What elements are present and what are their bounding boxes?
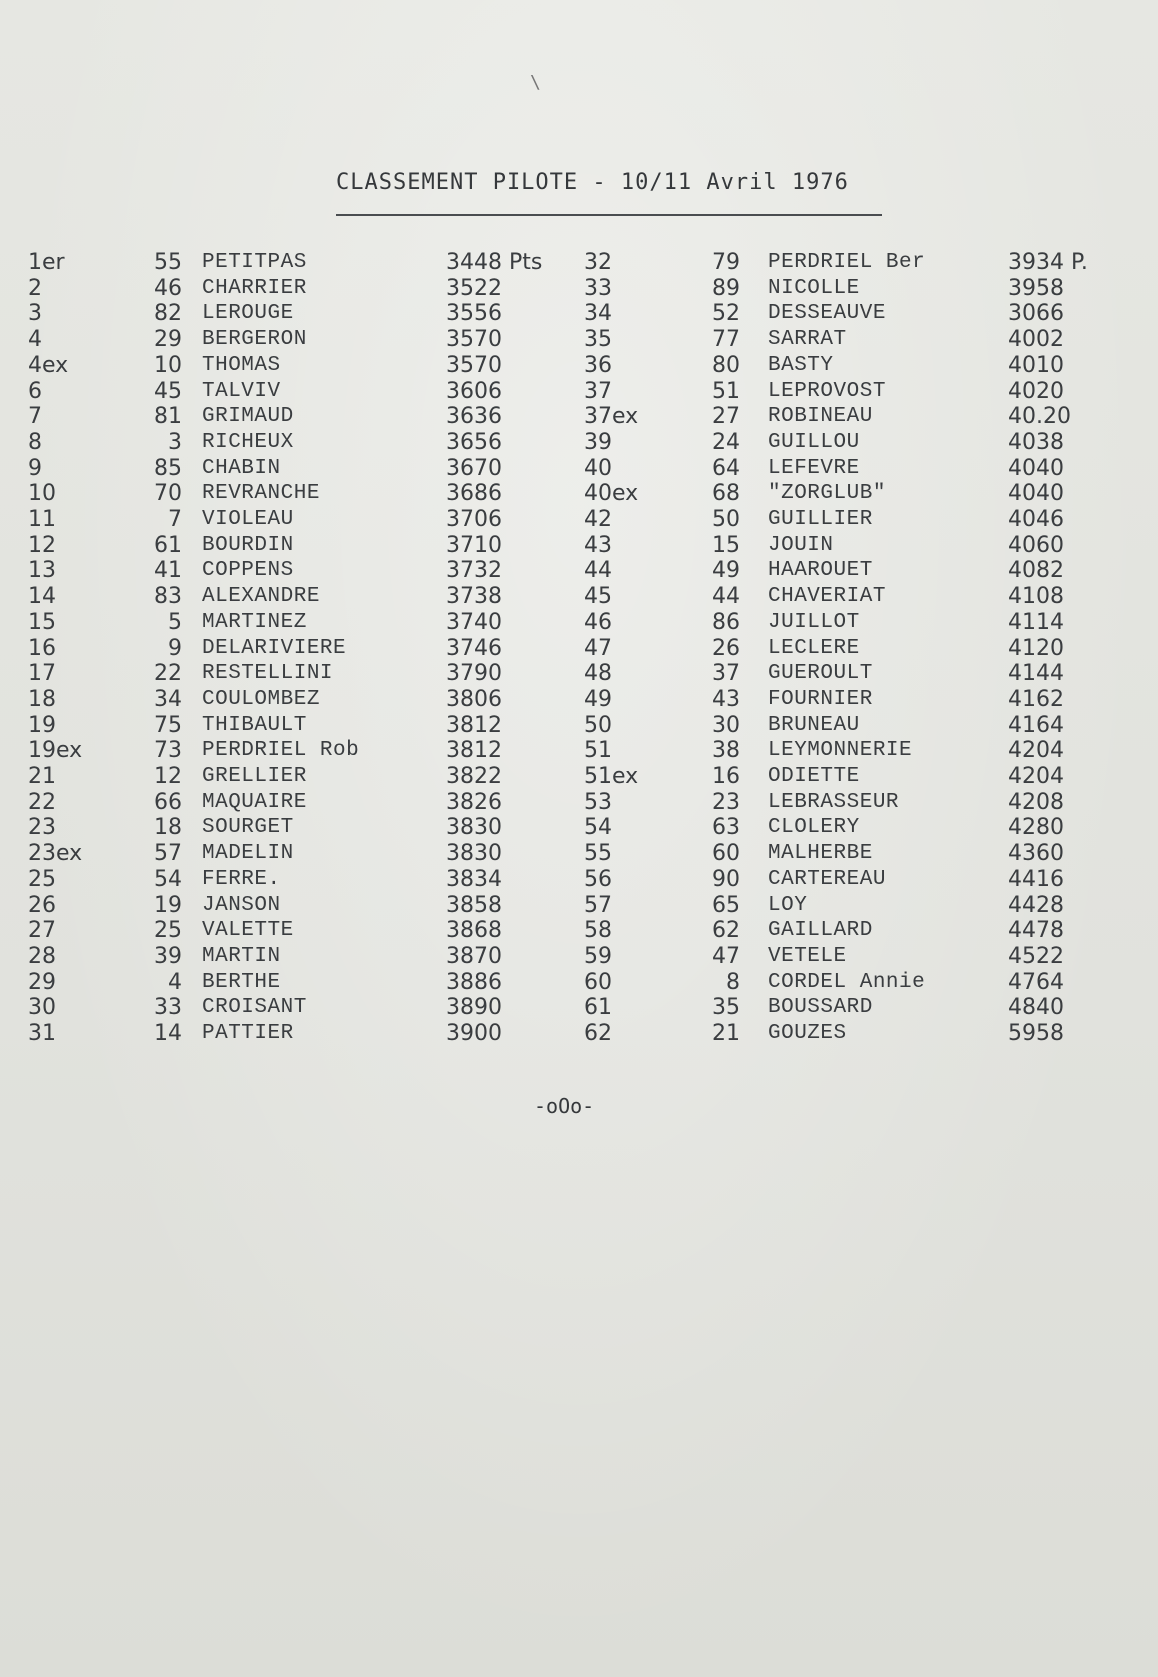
pilot-name-cell: RICHEUX: [202, 430, 294, 454]
rank-cell-right: 33: [584, 275, 612, 301]
table-row: [28, 738, 1098, 764]
points-cell-right: 4046: [1008, 507, 1064, 533]
car-number-cell-right: 27: [712, 404, 740, 430]
rank-cell-right: 51ex: [584, 764, 639, 790]
car-number-cell-right: 79: [712, 250, 740, 275]
points-cell-right: 4522: [1008, 943, 1064, 969]
rank-cell: 18: [28, 686, 56, 712]
points-cell-right: 4120: [1008, 635, 1064, 661]
table-row: [28, 995, 1098, 1021]
table-row: [28, 687, 1098, 713]
pilot-name-cell-right: GUILLOU: [768, 430, 860, 454]
rank-cell-right: 36: [584, 352, 612, 378]
rank-cell: 25: [28, 866, 56, 892]
pilot-name-cell-right: LOY: [768, 893, 808, 917]
pilot-name-cell-right: LECLERE: [768, 636, 860, 660]
car-number-cell: 82: [154, 301, 182, 327]
points-cell-right: 5958: [1008, 1021, 1064, 1047]
pilot-name-cell-right: BASTY: [768, 353, 834, 377]
points-cell-right: 4280: [1008, 815, 1064, 841]
points-cell: 3790: [446, 661, 502, 687]
points-cell-right: 4416: [1008, 866, 1064, 892]
points-cell-right: 4038: [1008, 429, 1064, 455]
rank-cell: 28: [28, 943, 56, 969]
car-number-cell-right: 15: [712, 532, 740, 558]
pilot-name-cell: MARTIN: [202, 944, 281, 968]
table-row: [28, 533, 1098, 559]
rank-cell: 26: [28, 892, 56, 918]
pilot-name-cell: TALVIV: [202, 379, 281, 403]
pilot-name-cell: REVRANCHE: [202, 482, 320, 506]
table-row: [28, 970, 1098, 996]
car-number-cell-right: 89: [712, 275, 740, 301]
pilot-name-cell-right: ROBINEAU: [768, 405, 873, 429]
rank-cell: 15: [28, 609, 56, 635]
rank-cell-right: 62: [584, 1021, 612, 1047]
table-row: [28, 558, 1098, 584]
rank-cell-right: 57: [584, 892, 612, 918]
car-number-cell: 61: [154, 532, 182, 558]
end-mark: -oOo-: [534, 1094, 595, 1118]
points-cell: 3570: [446, 352, 502, 378]
car-number-cell-right: 62: [712, 918, 740, 944]
points-cell-right: 4208: [1008, 789, 1064, 815]
rank-cell: 19: [28, 712, 56, 738]
pilot-name-cell-right: CARTEREAU: [768, 867, 886, 891]
car-number-cell-right: 90: [712, 866, 740, 892]
rank-cell-right: 56: [584, 866, 612, 892]
pilot-name-cell: GRELLIER: [202, 765, 307, 789]
car-number-cell: 73: [154, 738, 182, 764]
rank-cell-right: 32: [584, 250, 612, 275]
car-number-cell-right: 24: [712, 429, 740, 455]
pilot-name-cell-right: FOURNIER: [768, 687, 873, 711]
car-number-cell: 10: [154, 352, 182, 378]
table-row: [28, 790, 1098, 816]
table-row: [28, 456, 1098, 482]
pilot-name-cell: ALEXANDRE: [202, 585, 320, 609]
rank-cell: 3: [28, 301, 42, 327]
table-row: [28, 276, 1098, 302]
pilot-name-cell-right: GAILLARD: [768, 919, 873, 943]
table-row: [28, 867, 1098, 893]
car-number-cell-right: 26: [712, 635, 740, 661]
table-row: [28, 301, 1098, 327]
rank-cell: 13: [28, 558, 56, 584]
car-number-cell: 54: [154, 866, 182, 892]
pilot-name-cell-right: CLOLERY: [768, 816, 860, 840]
points-cell: 3556: [446, 301, 502, 327]
points-cell-right: 4040: [1008, 455, 1064, 481]
points-cell: 3870: [446, 943, 502, 969]
car-number-cell: 22: [154, 661, 182, 687]
points-cell-right: 4114: [1008, 609, 1064, 635]
pilot-name-cell-right: CHAVERIAT: [768, 585, 886, 609]
table-row: [28, 918, 1098, 944]
points-cell-right: 4010: [1008, 352, 1064, 378]
rank-cell-right: 58: [584, 918, 612, 944]
pilot-name-cell: RESTELLINI: [202, 662, 334, 686]
points-cell: 3890: [446, 995, 502, 1021]
pilot-name-cell-right: LEYMONNERIE: [768, 739, 913, 763]
points-cell-right: 3066: [1008, 301, 1064, 327]
car-number-cell: 85: [154, 455, 182, 481]
car-number-cell: 3: [168, 429, 182, 455]
pilot-name-cell: COULOMBEZ: [202, 687, 320, 711]
table-row: [28, 584, 1098, 610]
car-number-cell: 66: [154, 789, 182, 815]
car-number-cell-right: 16: [712, 764, 740, 790]
pilot-name-cell-right: LEBRASSEUR: [768, 790, 900, 814]
table-row: [28, 327, 1098, 353]
pilot-name-cell-right: SARRAT: [768, 328, 847, 352]
points-cell-right: 4764: [1008, 969, 1064, 995]
table-row: [28, 1021, 1098, 1047]
table-row: [28, 661, 1098, 687]
car-number-cell-right: 44: [712, 584, 740, 610]
points-cell: 3448 Pts: [446, 250, 543, 275]
pilot-name-cell-right: LEFEVRE: [768, 456, 860, 480]
pilot-name-cell-right: PERDRIEL Ber: [768, 251, 926, 274]
car-number-cell: 55: [154, 250, 182, 275]
rank-cell: 27: [28, 918, 56, 944]
pilot-name-cell: BERGERON: [202, 328, 307, 352]
pilot-name-cell-right: MALHERBE: [768, 842, 873, 866]
rank-cell-right: 53: [584, 789, 612, 815]
rank-cell-right: 50: [584, 712, 612, 738]
car-number-cell-right: 50: [712, 507, 740, 533]
points-cell: 3826: [446, 789, 502, 815]
rank-cell-right: 55: [584, 841, 612, 867]
rank-cell-right: 39: [584, 429, 612, 455]
ranking-table: [28, 250, 1098, 1047]
rank-cell: 21: [28, 764, 56, 790]
rank-cell-right: 59: [584, 943, 612, 969]
rank-cell: 4: [28, 327, 42, 353]
car-number-cell: 29: [154, 327, 182, 353]
points-cell-right: 4040: [1008, 481, 1064, 507]
car-number-cell: 9: [168, 635, 182, 661]
rank-cell: 23ex: [28, 841, 83, 867]
rank-cell: 7: [28, 404, 42, 430]
car-number-cell-right: 86: [712, 609, 740, 635]
pilot-name-cell: COPPENS: [202, 559, 294, 583]
points-cell-right: 4164: [1008, 712, 1064, 738]
rank-cell-right: 43: [584, 532, 612, 558]
pilot-name-cell-right: BRUNEAU: [768, 713, 860, 737]
rank-cell-right: 42: [584, 507, 612, 533]
car-number-cell-right: 35: [712, 995, 740, 1021]
car-number-cell-right: 51: [712, 378, 740, 404]
table-row: [28, 610, 1098, 636]
car-number-cell-right: 65: [712, 892, 740, 918]
points-cell: 3806: [446, 686, 502, 712]
car-number-cell-right: 23: [712, 789, 740, 815]
car-number-cell: 46: [154, 275, 182, 301]
table-row: [28, 841, 1098, 867]
pilot-name-cell: GRIMAUD: [202, 405, 294, 429]
pilot-name-cell: SOURGET: [202, 816, 294, 840]
table-row: [28, 764, 1098, 790]
table-row: [28, 430, 1098, 456]
car-number-cell: 70: [154, 481, 182, 507]
rank-cell-right: 61: [584, 995, 612, 1021]
points-cell: 3710: [446, 532, 502, 558]
car-number-cell: 75: [154, 712, 182, 738]
rank-cell: 6: [28, 378, 42, 404]
points-cell: 3570: [446, 327, 502, 353]
points-cell-right: 4162: [1008, 686, 1064, 712]
pilot-name-cell-right: GOUZES: [768, 1022, 847, 1046]
points-cell: 3812: [446, 712, 502, 738]
pilot-name-cell-right: "ZORGLUB": [768, 482, 886, 506]
table-row: [28, 944, 1098, 970]
table-row: [28, 353, 1098, 379]
rank-cell: 29: [28, 969, 56, 995]
points-cell: 3738: [446, 584, 502, 610]
car-number-cell: 5: [168, 609, 182, 635]
rank-cell: 2: [28, 275, 42, 301]
title-underline: [336, 214, 882, 216]
points-cell-right: 4060: [1008, 532, 1064, 558]
table-row: [28, 379, 1098, 405]
points-cell: 3822: [446, 764, 502, 790]
pilot-name-cell: BOURDIN: [202, 533, 294, 557]
rank-cell-right: 40: [584, 455, 612, 481]
car-number-cell-right: 64: [712, 455, 740, 481]
points-cell: 3830: [446, 841, 502, 867]
table-row: [28, 713, 1098, 739]
ranking-rows: [28, 250, 1098, 1047]
car-number-cell-right: 8: [726, 969, 740, 995]
rank-cell-right: 45: [584, 584, 612, 610]
rank-cell: 23: [28, 815, 56, 841]
points-cell: 3656: [446, 429, 502, 455]
car-number-cell: 14: [154, 1021, 182, 1047]
car-number-cell-right: 63: [712, 815, 740, 841]
car-number-cell-right: 37: [712, 661, 740, 687]
pilot-name-cell: MAQUAIRE: [202, 790, 307, 814]
rank-cell-right: 37: [584, 378, 612, 404]
pilot-name-cell: CROISANT: [202, 996, 307, 1020]
car-number-cell: 19: [154, 892, 182, 918]
pilot-name-cell-right: JUILLOT: [768, 610, 860, 634]
pilot-name-cell-right: CORDEL Annie: [768, 970, 926, 994]
points-cell: 3636: [446, 404, 502, 430]
rank-cell: 10: [28, 481, 56, 507]
pilot-name-cell: CHABIN: [202, 456, 281, 480]
car-number-cell: 34: [154, 686, 182, 712]
table-row: [28, 893, 1098, 919]
points-cell-right: 4020: [1008, 378, 1064, 404]
car-number-cell: 39: [154, 943, 182, 969]
points-cell-right: 4840: [1008, 995, 1064, 1021]
pilot-name-cell: LEROUGE: [202, 302, 294, 326]
document-title: CLASSEMENT PILOTE - 10/11 Avril 1976: [336, 170, 849, 195]
points-cell-right: 4204: [1008, 764, 1064, 790]
rank-cell: 8: [28, 429, 42, 455]
car-number-cell-right: 77: [712, 327, 740, 353]
points-cell-right: 4002: [1008, 327, 1064, 353]
points-cell: 3868: [446, 918, 502, 944]
points-cell-right: 4144: [1008, 661, 1064, 687]
points-cell: 3686: [446, 481, 502, 507]
points-cell: 3886: [446, 969, 502, 995]
pilot-name-cell-right: LEPROVOST: [768, 379, 886, 403]
rank-cell-right: 48: [584, 661, 612, 687]
car-number-cell-right: 68: [712, 481, 740, 507]
rank-cell: 14: [28, 584, 56, 610]
car-number-cell: 45: [154, 378, 182, 404]
car-number-cell-right: 60: [712, 841, 740, 867]
points-cell-right: 3934 P.: [1008, 250, 1088, 275]
rank-cell-right: 54: [584, 815, 612, 841]
table-row: [28, 815, 1098, 841]
rank-cell-right: 40ex: [584, 481, 639, 507]
car-number-cell-right: 49: [712, 558, 740, 584]
pilot-name-cell: BERTHE: [202, 970, 281, 994]
rank-cell: 22: [28, 789, 56, 815]
points-cell: 3670: [446, 455, 502, 481]
points-cell: 3858: [446, 892, 502, 918]
car-number-cell-right: 43: [712, 686, 740, 712]
pilot-name-cell: PETITPAS: [202, 251, 307, 274]
table-row: [28, 481, 1098, 507]
rank-cell-right: 44: [584, 558, 612, 584]
car-number-cell: 25: [154, 918, 182, 944]
car-number-cell: 12: [154, 764, 182, 790]
rank-cell-right: 60: [584, 969, 612, 995]
pilot-name-cell-right: DESSEAUVE: [768, 302, 886, 326]
rank-cell-right: 34: [584, 301, 612, 327]
pilot-name-cell-right: HAAROUET: [768, 559, 873, 583]
car-number-cell: 41: [154, 558, 182, 584]
points-cell-right: 4082: [1008, 558, 1064, 584]
points-cell-right: 4108: [1008, 584, 1064, 610]
points-cell-right: 4360: [1008, 841, 1064, 867]
rank-cell-right: 49: [584, 686, 612, 712]
points-cell: 3900: [446, 1021, 502, 1047]
car-number-cell: 7: [168, 507, 182, 533]
rank-cell-right: 37ex: [584, 404, 639, 430]
rank-cell: 30: [28, 995, 56, 1021]
pilot-name-cell-right: VETELE: [768, 944, 847, 968]
rank-cell: 31: [28, 1021, 56, 1047]
pilot-name-cell: JANSON: [202, 893, 281, 917]
car-number-cell-right: 30: [712, 712, 740, 738]
rank-cell: 9: [28, 455, 42, 481]
rank-cell: 12: [28, 532, 56, 558]
car-number-cell: 81: [154, 404, 182, 430]
pencil-mark: \: [530, 72, 541, 93]
pilot-name-cell-right: ODIETTE: [768, 765, 860, 789]
rank-cell: 11: [28, 507, 56, 533]
points-cell: 3812: [446, 738, 502, 764]
points-cell: 3830: [446, 815, 502, 841]
pilot-name-cell: MARTINEZ: [202, 610, 307, 634]
table-row: [28, 404, 1098, 430]
car-number-cell: 57: [154, 841, 182, 867]
rank-cell: 19ex: [28, 738, 83, 764]
pilot-name-cell-right: GUEROULT: [768, 662, 873, 686]
pilot-name-cell: PATTIER: [202, 1022, 294, 1046]
pilot-name-cell: CHARRIER: [202, 276, 307, 300]
rank-cell-right: 47: [584, 635, 612, 661]
table-row: [28, 636, 1098, 662]
rank-cell-right: 35: [584, 327, 612, 353]
car-number-cell: 4: [168, 969, 182, 995]
points-cell: 3706: [446, 507, 502, 533]
points-cell-right: 4204: [1008, 738, 1064, 764]
table-row: [28, 507, 1098, 533]
rank-cell: 17: [28, 661, 56, 687]
pilot-name-cell: THOMAS: [202, 353, 281, 377]
car-number-cell-right: 47: [712, 943, 740, 969]
pilot-name-cell: MADELIN: [202, 842, 294, 866]
car-number-cell-right: 52: [712, 301, 740, 327]
pilot-name-cell: FERRE.: [202, 867, 281, 891]
pilot-name-cell: THIBAULT: [202, 713, 307, 737]
pilot-name-cell-right: BOUSSARD: [768, 996, 873, 1020]
car-number-cell-right: 21: [712, 1021, 740, 1047]
points-cell-right: 40.20: [1008, 404, 1071, 430]
rank-cell: 1er: [28, 250, 65, 275]
table-row: [28, 250, 1098, 276]
pilot-name-cell: VALETTE: [202, 919, 294, 943]
rank-cell: 16: [28, 635, 56, 661]
car-number-cell: 18: [154, 815, 182, 841]
points-cell: 3834: [446, 866, 502, 892]
car-number-cell-right: 38: [712, 738, 740, 764]
points-cell: 3606: [446, 378, 502, 404]
points-cell-right: 4428: [1008, 892, 1064, 918]
points-cell: 3740: [446, 609, 502, 635]
rank-cell-right: 51: [584, 738, 612, 764]
pilot-name-cell: VIOLEAU: [202, 508, 294, 532]
pilot-name-cell-right: NICOLLE: [768, 276, 860, 300]
points-cell: 3746: [446, 635, 502, 661]
pilot-name-cell: DELARIVIERE: [202, 636, 347, 660]
car-number-cell-right: 80: [712, 352, 740, 378]
car-number-cell: 33: [154, 995, 182, 1021]
pilot-name-cell-right: JOUIN: [768, 533, 834, 557]
car-number-cell: 83: [154, 584, 182, 610]
rank-cell-right: 46: [584, 609, 612, 635]
pilot-name-cell: PERDRIEL Rob: [202, 739, 360, 763]
points-cell: 3732: [446, 558, 502, 584]
points-cell-right: 3958: [1008, 275, 1064, 301]
points-cell-right: 4478: [1008, 918, 1064, 944]
rank-cell: 4ex: [28, 352, 69, 378]
points-cell: 3522: [446, 275, 502, 301]
pilot-name-cell-right: GUILLIER: [768, 508, 873, 532]
